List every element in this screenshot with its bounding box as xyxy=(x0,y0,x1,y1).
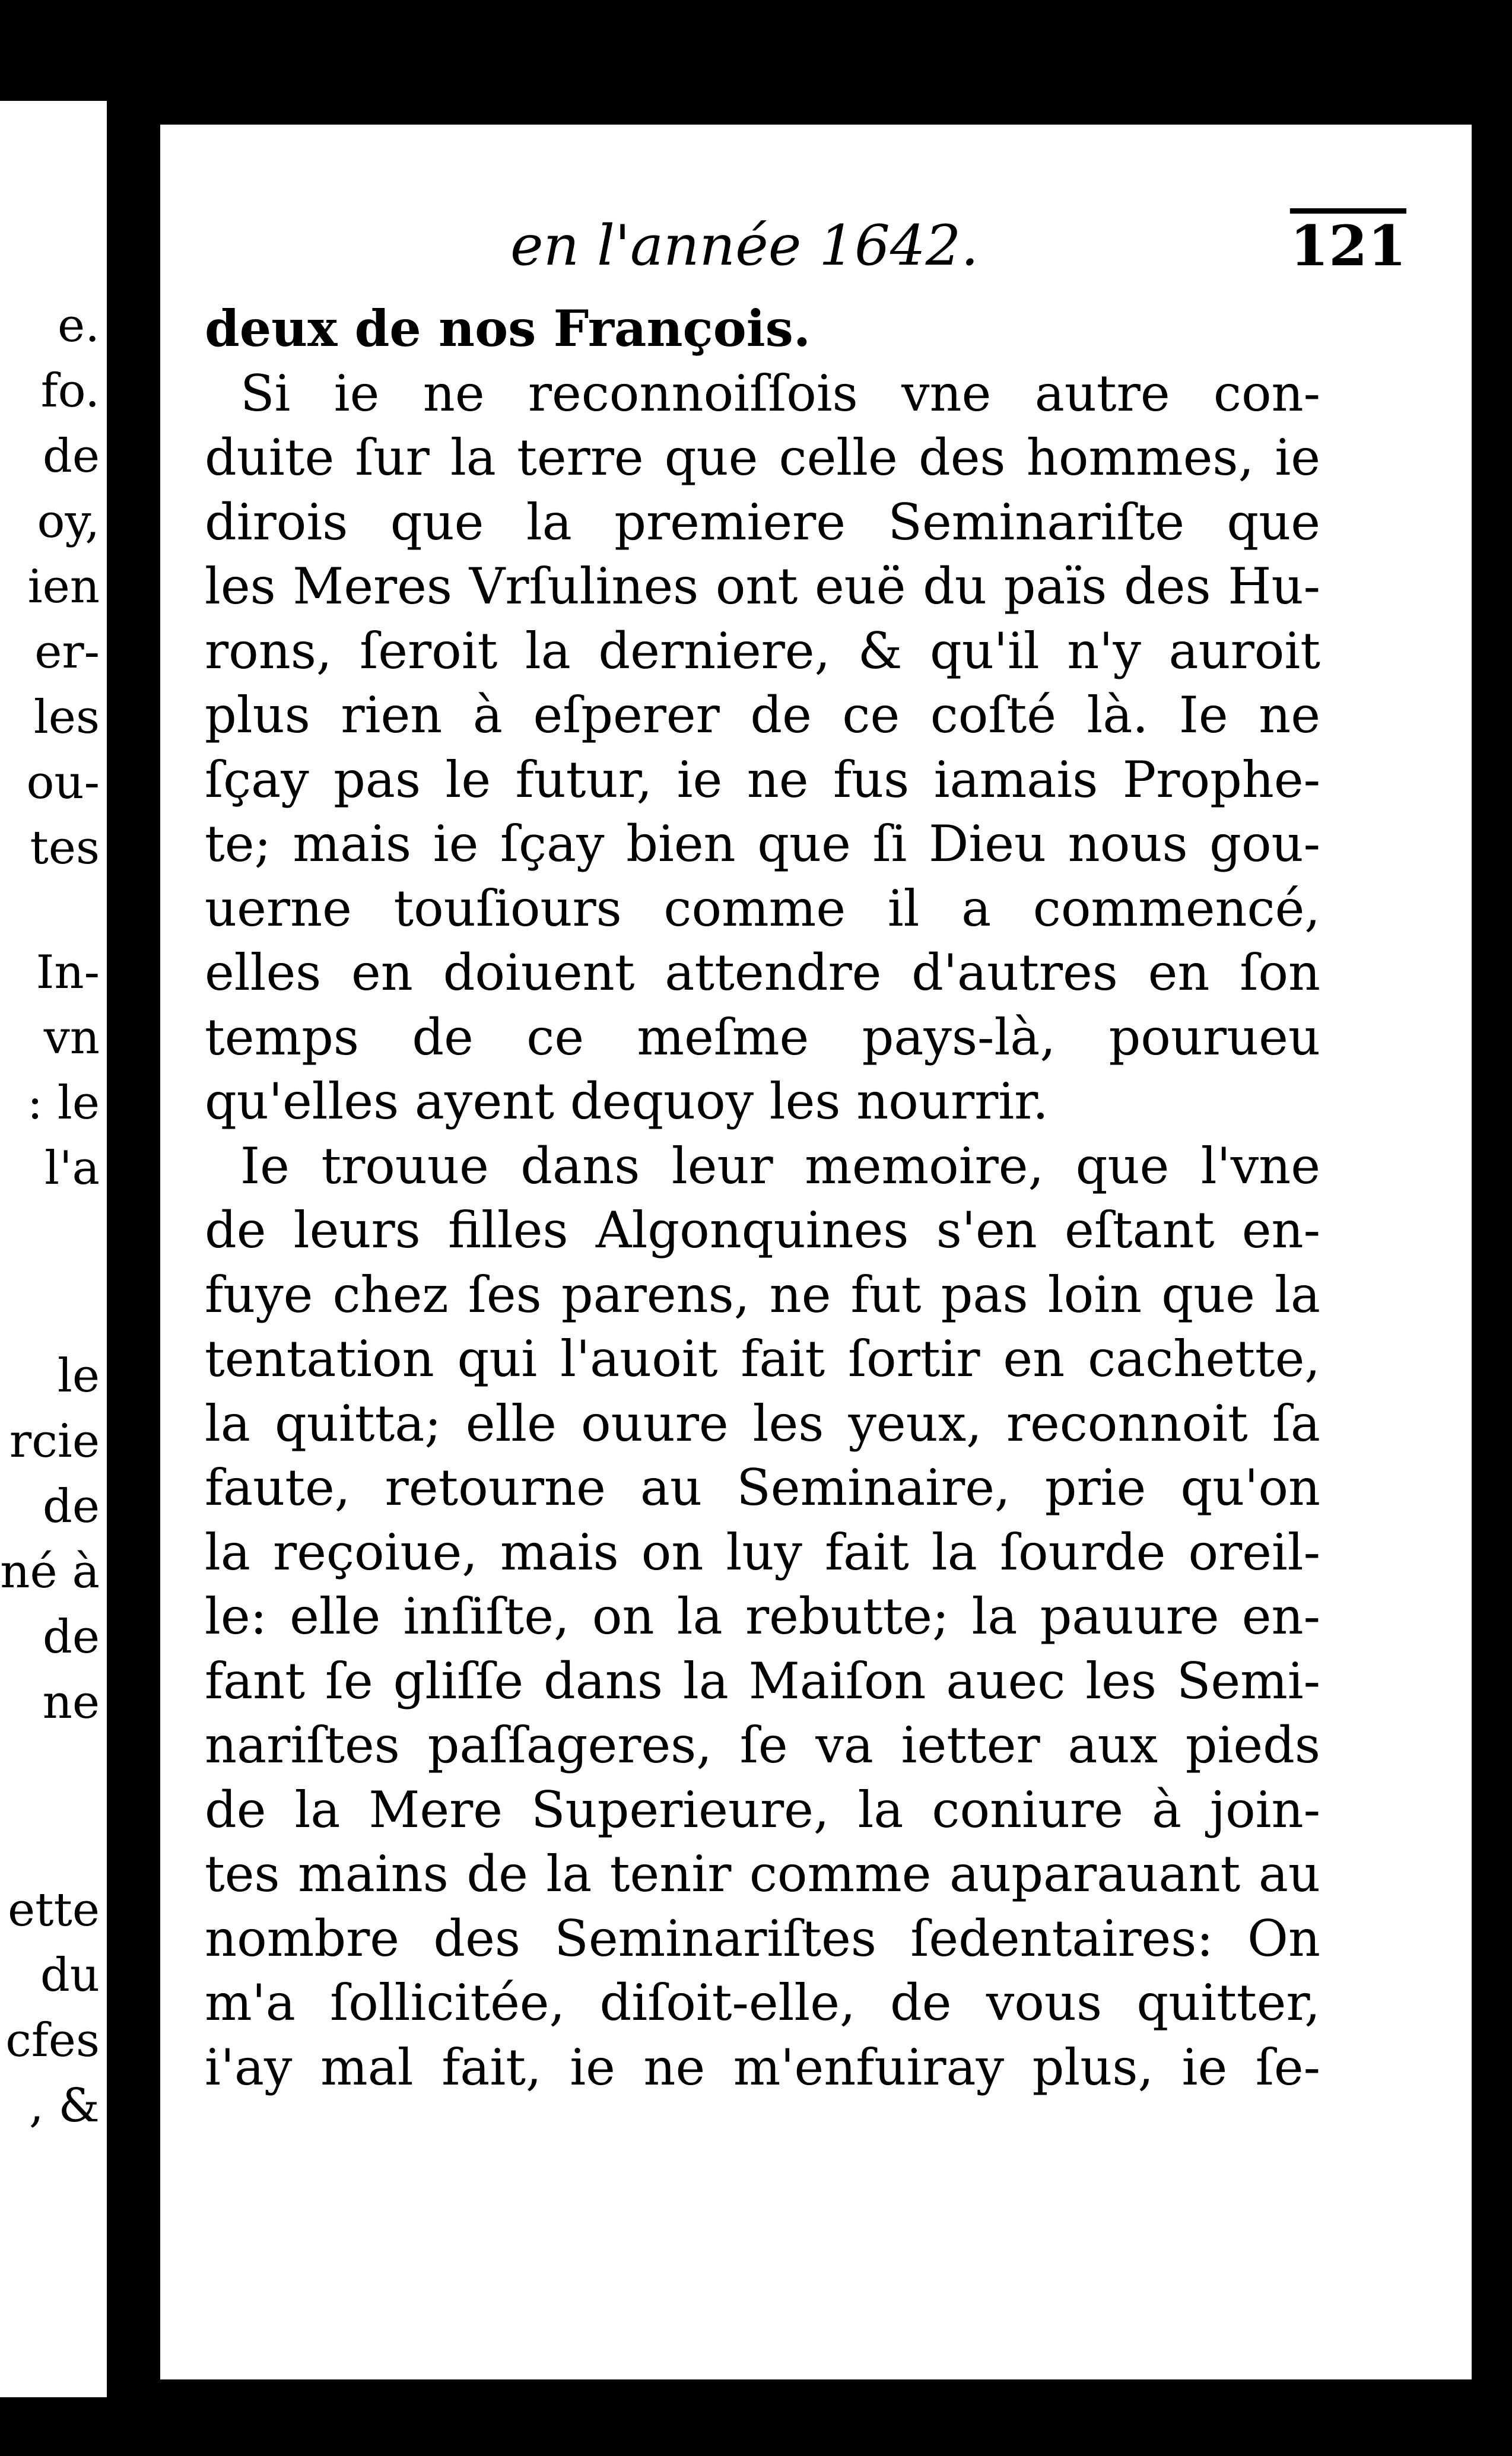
left-page-fragment: vn xyxy=(43,1011,100,1065)
text-line: ſçay pas le futur, ie ne fus iamais Prophe- xyxy=(205,750,1320,809)
text-line: elles en doiuent attendre d'autres en ſon xyxy=(205,943,1320,1002)
left-page-fragment: de xyxy=(42,430,100,483)
text-line: de leurs filles Algonquines s'en eſtant en- xyxy=(205,1201,1320,1259)
left-page-fragment: ne xyxy=(42,1676,100,1729)
text-line: deux de nos François. xyxy=(205,299,811,358)
text-line: qu'elles ayent dequoy les nourrir. xyxy=(205,1072,1049,1130)
left-page-fragment: de xyxy=(42,1610,100,1664)
left-facing-page xyxy=(0,101,107,2397)
running-head xyxy=(160,214,1472,285)
running-title: en l'année 1642. xyxy=(510,214,979,278)
left-page-fragment: du xyxy=(40,1949,100,2002)
text-line: Ie trouue dans leur memoire, que l'vne xyxy=(240,1136,1320,1195)
page-number: 121 xyxy=(1289,214,1406,279)
text-line: nariſtes paſſageres, ſe va ietter aux pieds xyxy=(205,1716,1320,1774)
text-line: i'ay mal fait, ie ne m'enfuiray plus, ie ſe- xyxy=(205,2038,1320,2096)
book-page xyxy=(160,125,1472,2379)
text-line: la quitta; elle ouure les yeux, reconnoit ſa xyxy=(205,1394,1320,1453)
text-line: plus rien à eſperer de ce coſté là. Ie ne xyxy=(205,686,1320,744)
left-page-fragment: ien xyxy=(27,560,100,614)
left-page-fragment: oy, xyxy=(37,495,100,548)
text-line: nombre des Seminariſtes ſedentaires: On xyxy=(205,1909,1320,1968)
text-line: temps de ce meſme pays-là, pourueu xyxy=(205,1008,1320,1066)
text-line: faute, retourne au Seminaire, prie qu'on xyxy=(205,1459,1320,1517)
text-line: rons, ſeroit la derniere, & qu'il n'y auroit xyxy=(205,621,1320,680)
text-line: te; mais ie ſçay bien que ſi Dieu nous gou- xyxy=(205,815,1320,873)
left-page-fragment: er- xyxy=(34,625,100,679)
page-gutter xyxy=(107,0,160,2456)
left-page-fragment: , & xyxy=(28,2079,100,2133)
body-text xyxy=(205,297,1320,2099)
text-line: tes mains de la tenir comme auparauant au xyxy=(205,1845,1320,1903)
text-line: m'a ſollicitée, diſoit-elle, de vous quitter, xyxy=(205,1974,1320,2032)
left-page-fragment: le xyxy=(57,1349,100,1403)
left-page-fragment: les xyxy=(33,691,100,744)
left-page-fragment: fo. xyxy=(40,364,100,418)
left-page-fragment: cfes xyxy=(5,2014,100,2067)
text-line: le: elle inſiſte, on la rebutte; la pauure en- xyxy=(205,1587,1320,1645)
text-line: les Meres Vrſulines ont euë du païs des Hu- xyxy=(205,557,1320,615)
left-page-fragment: ou- xyxy=(26,756,100,809)
left-page-fragment: : le xyxy=(27,1076,100,1130)
text-line: duite ſur la terre que celle des hommes, ie xyxy=(205,428,1320,487)
text-line: uerne touſiours comme il a commencé, xyxy=(205,879,1320,938)
left-page-fragment: né à xyxy=(0,1545,100,1599)
text-line: tentation qui l'auoit fait ſortir en cachette, xyxy=(205,1330,1320,1388)
text-line: la reçoiue, mais on luy fait la ſourde oreil- xyxy=(205,1523,1320,1581)
left-page-fragment: ette xyxy=(7,1883,100,1937)
text-line: Si ie ne reconnoiſſois vne autre con- xyxy=(240,364,1320,422)
left-page-fragment: e. xyxy=(58,299,100,352)
text-line: fant ſe gliſſe dans la Maiſon auec les Semi- xyxy=(205,1651,1320,1710)
text-line: de la Mere Superieure, la coniure à join- xyxy=(205,1780,1320,1839)
text-line: fuye chez ſes parens, ne fut pas loin que la xyxy=(205,1265,1320,1324)
left-page-fragment: In- xyxy=(36,946,100,999)
text-line: dirois que la premiere Seminariſte que xyxy=(205,493,1320,551)
left-page-fragment: l'a xyxy=(45,1142,100,1195)
left-page-fragment: de xyxy=(42,1480,100,1533)
left-page-fragment: tes xyxy=(30,821,100,875)
left-page-fragment: rcie xyxy=(9,1415,100,1468)
